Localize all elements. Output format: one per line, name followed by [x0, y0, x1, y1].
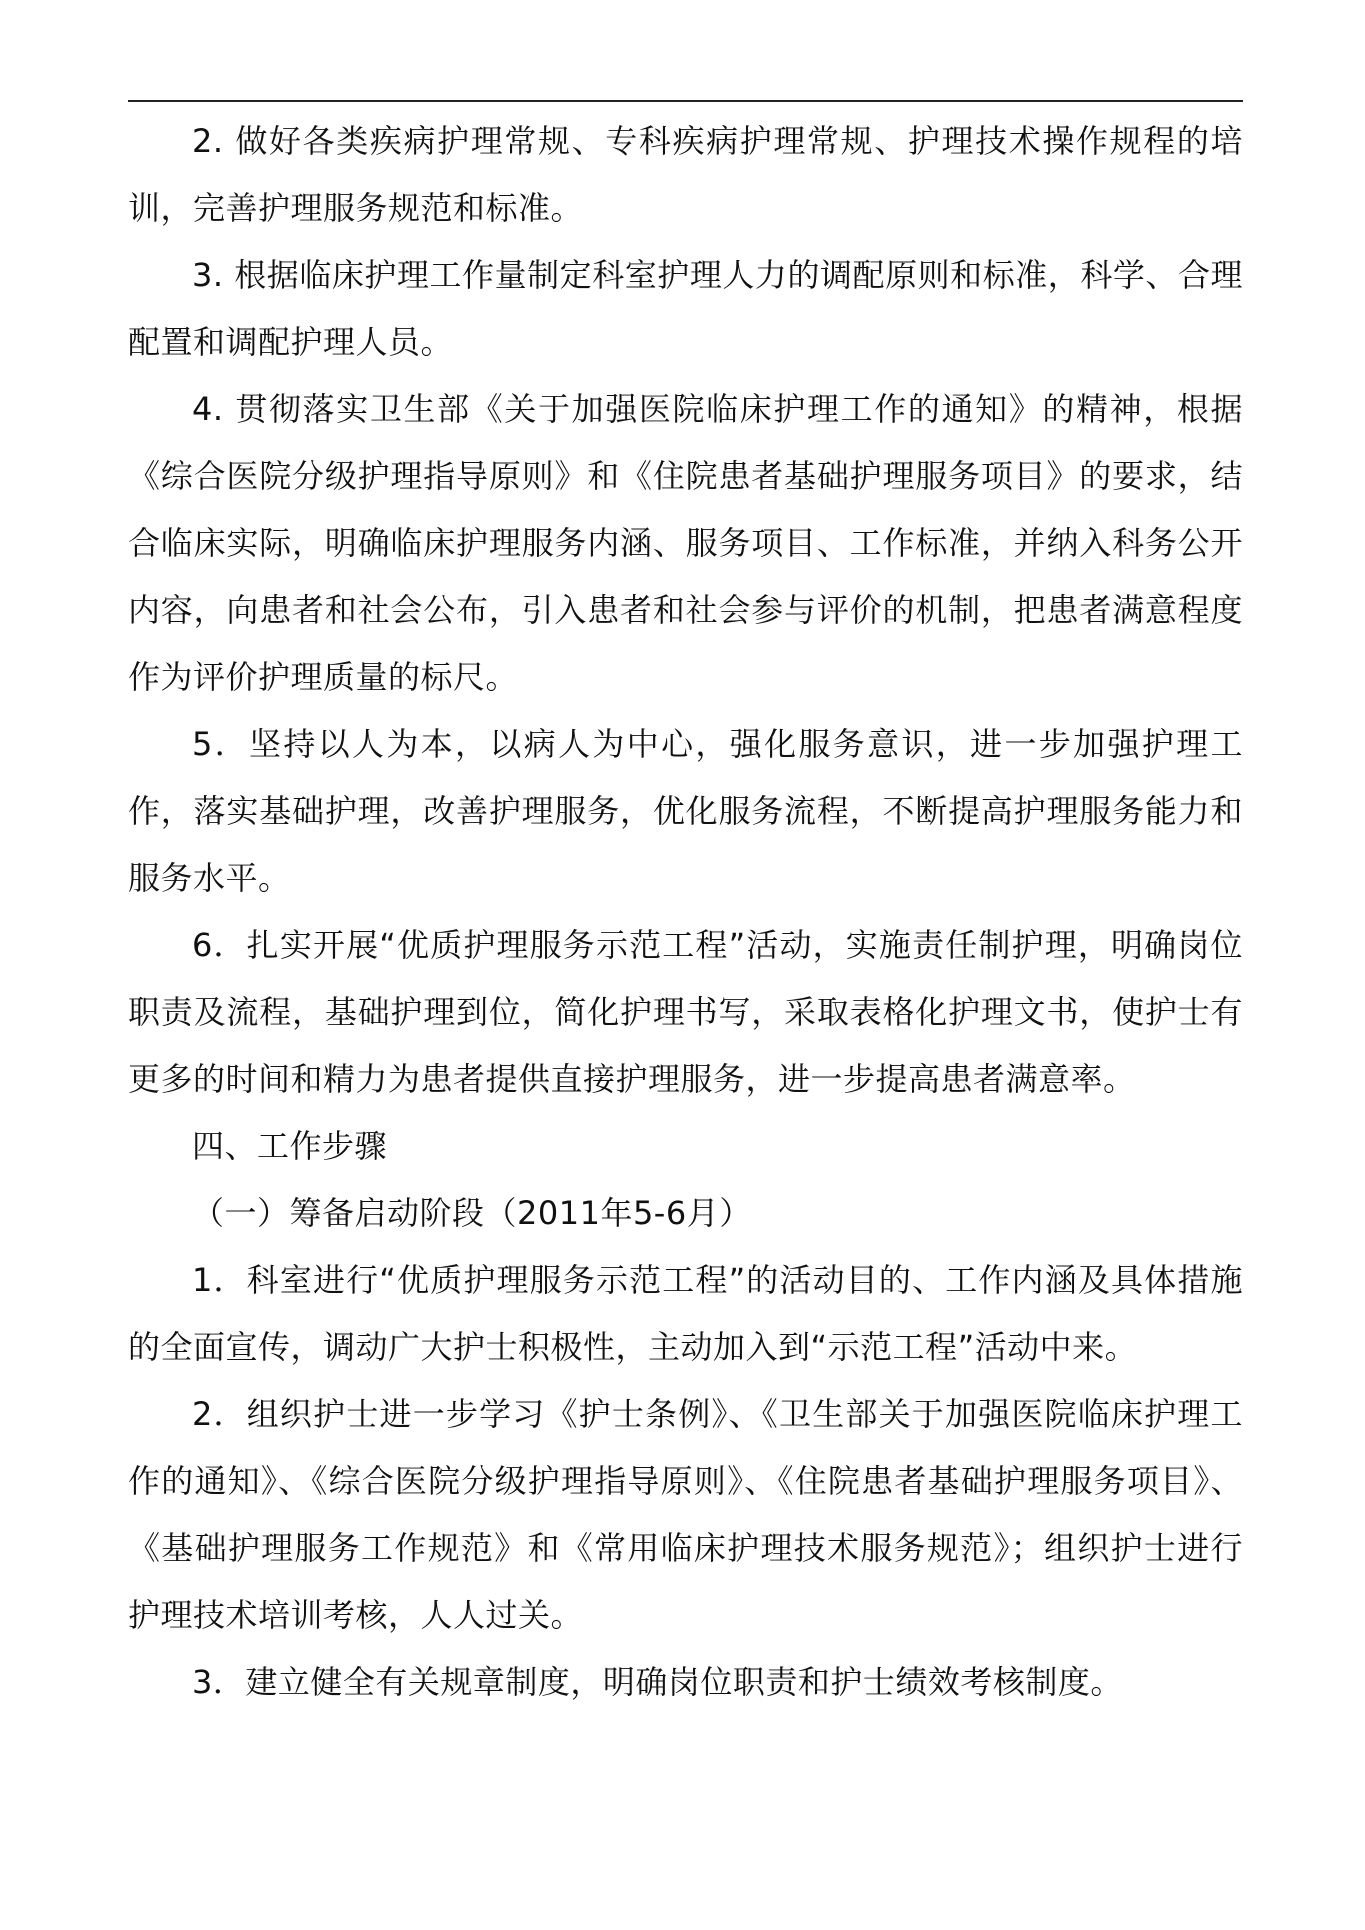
paragraph-item-6-quality-program: 6．扎实开展“优质护理服务示范工程”活动，实施责任制护理，明确岗位职责及流程，基础护理到位，简化护理书写，采取表格化护理文书，使护士有更多的时间和精力为患者提供直接护理服务，进一步提高患者满意率。 [128, 926, 1243, 1098]
paragraph-item-5-people-centered: 5．坚持以人为本，以病人为中心，强化服务意识，进一步加强护理工作，落实基础护理，改善护理服务，优化服务流程，不断提高护理服务能力和服务水平。 [128, 725, 1243, 897]
paragraph-item-3-staffing: 3. 根据临床护理工作量制定科室护理人力的调配原则和标准，科学、合理配置和调配护理人员。 [128, 256, 1243, 361]
subsection-heading-preparation: （一）筹备启动阶段（2011年5-6月） [192, 1194, 752, 1232]
document-body [128, 108, 1243, 1716]
paragraph-step-2-study: 2．组织护士进一步学习《护士条例》、《卫生部关于加强医院临床护理工作的通知》、《综合医院分级护理指导原则》、《住院患者基础护理服务项目》、《基础护理服务工作规范》和《常用临床护理技术服务规范》；组织护士进行护理技术培训考核，人人过关。 [128, 1395, 1243, 1634]
section-heading-work-steps: 四、工作步骤 [192, 1127, 388, 1165]
paragraph-step-3-regulations: 3．建立健全有关规章制度，明确岗位职责和护士绩效考核制度。 [192, 1663, 1123, 1701]
paragraph-item-4-policy: 4. 贯彻落实卫生部《关于加强医院临床护理工作的通知》的精神，根据《综合医院分级护理指导原则》和《住院患者基础护理服务项目》的要求，结合临床实际，明确临床护理服务内涵、服务项目、工作标准，并纳入科务公开内容，向患者和社会公布，引入患者和社会参与评价的机制，把患者满意程度作为评价护理质量的标尺。 [128, 390, 1243, 696]
header-rule [128, 100, 1243, 102]
paragraph-item-2-training: 2. 做好各类疾病护理常规、专科疾病护理常规、护理技术操作规程的培训，完善护理服务规范和标准。 [128, 122, 1243, 227]
paragraph-step-1-publicity: 1．科室进行“优质护理服务示范工程”的活动目的、工作内涵及具体措施的全面宣传，调动广大护士积极性，主动加入到“示范工程”活动中来。 [128, 1261, 1243, 1366]
